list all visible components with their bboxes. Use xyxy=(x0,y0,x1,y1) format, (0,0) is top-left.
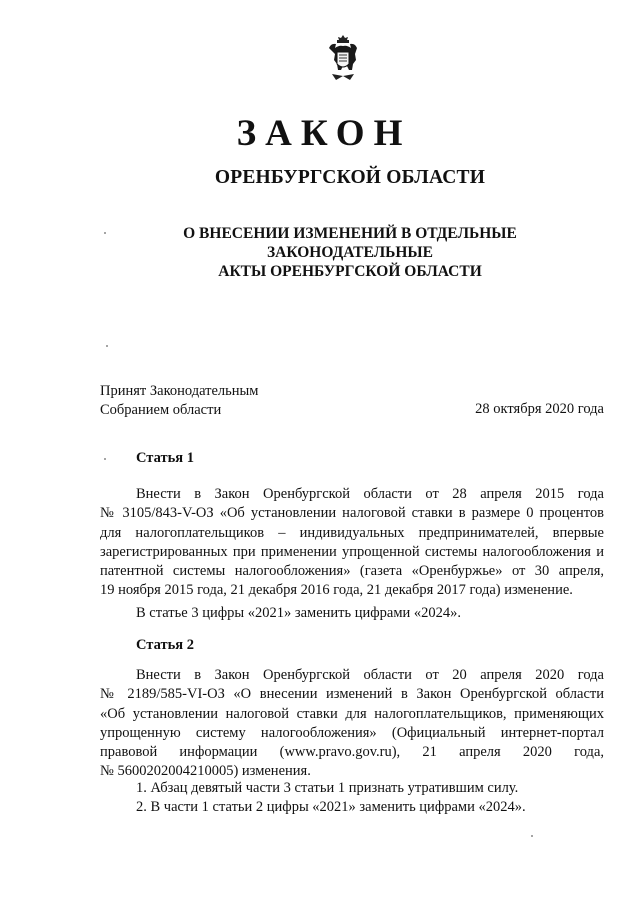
scan-speck xyxy=(106,345,108,347)
adoption-line-2: Собранием области xyxy=(100,402,222,418)
scan-speck xyxy=(104,232,106,234)
article-2-item-1: 1. Абзац девятый части 3 статьи 1 признать утратившим силу. xyxy=(136,780,519,796)
article-1-amendment: В статье 3 цифры «2021» заменить цифрами «2024». xyxy=(136,605,462,621)
coat-of-arms-icon xyxy=(326,34,360,84)
article-2-line: Внести в Закон Оренбургской области от 20 апреля 2020 года xyxy=(136,667,604,683)
law-subject-line-2: АКТЫ ОРЕНБУРГСКОЙ ОБЛАСТИ xyxy=(218,263,482,280)
article-2-heading: Статья 2 xyxy=(136,637,194,653)
article-1-paragraph xyxy=(100,485,604,601)
adoption-body xyxy=(100,382,258,420)
article-1-line: Внести в Закон Оренбургской области от 28 апреля 2015 года xyxy=(136,486,604,502)
article-2-line: правовой информации (www.pravo.gov.ru), 21 апреля 2020 года, xyxy=(100,744,604,761)
region-title: ОРЕНБУРГСКОЙ ОБЛАСТИ xyxy=(214,167,486,188)
article-1-line: зарегистрированных при применении упрощенной системы налогообложения и xyxy=(100,543,604,560)
article-2-line: «Об установлении налоговой ставки для налогоплательщиков, применяющих xyxy=(100,705,604,722)
scan-speck xyxy=(104,458,106,460)
article-2-paragraph xyxy=(100,666,604,782)
article-2-line: упрощенную систему налогообложения» (Официальный интернет-портал xyxy=(100,724,604,741)
law-subject-line-1: О ВНЕСЕНИИ ИЗМЕНЕНИЙ В ОТДЕЛЬНЫЕ ЗАКОНОДАТЕЛЬНЫЕ xyxy=(183,225,517,261)
article-2-item-2: 2. В части 1 статьи 2 цифры «2021» заменить цифрами «2024». xyxy=(136,799,526,815)
article-2-line: № 5600202004210005) изменения. xyxy=(100,763,311,780)
article-1-line: 19 ноября 2015 года, 21 декабря 2016 года, 21 декабря 2017 года) изменение. xyxy=(100,582,573,599)
article-1-line: для налогоплательщиков – индивидуальных предпринимателей, впервые xyxy=(100,524,604,541)
law-subject xyxy=(100,224,600,281)
article-1-line: № 3105/843-V-ОЗ «Об установлении налоговой ставки в размере 0 процентов xyxy=(100,505,604,522)
adoption-date: 28 октября 2020 года xyxy=(475,401,604,417)
document-title: ЗАКОН xyxy=(236,113,412,154)
article-2-line: № 2189/585-VI-ОЗ «О внесении изменений в Закон Оренбургской области xyxy=(100,686,604,703)
article-1-line: патентной системы налогообложения» (газета «Оренбуржье» от 30 апреля, xyxy=(100,563,604,580)
adoption-line-1: Принят Законодательным xyxy=(100,383,259,399)
article-1-heading: Статья 1 xyxy=(136,450,194,466)
scan-speck xyxy=(531,835,533,837)
